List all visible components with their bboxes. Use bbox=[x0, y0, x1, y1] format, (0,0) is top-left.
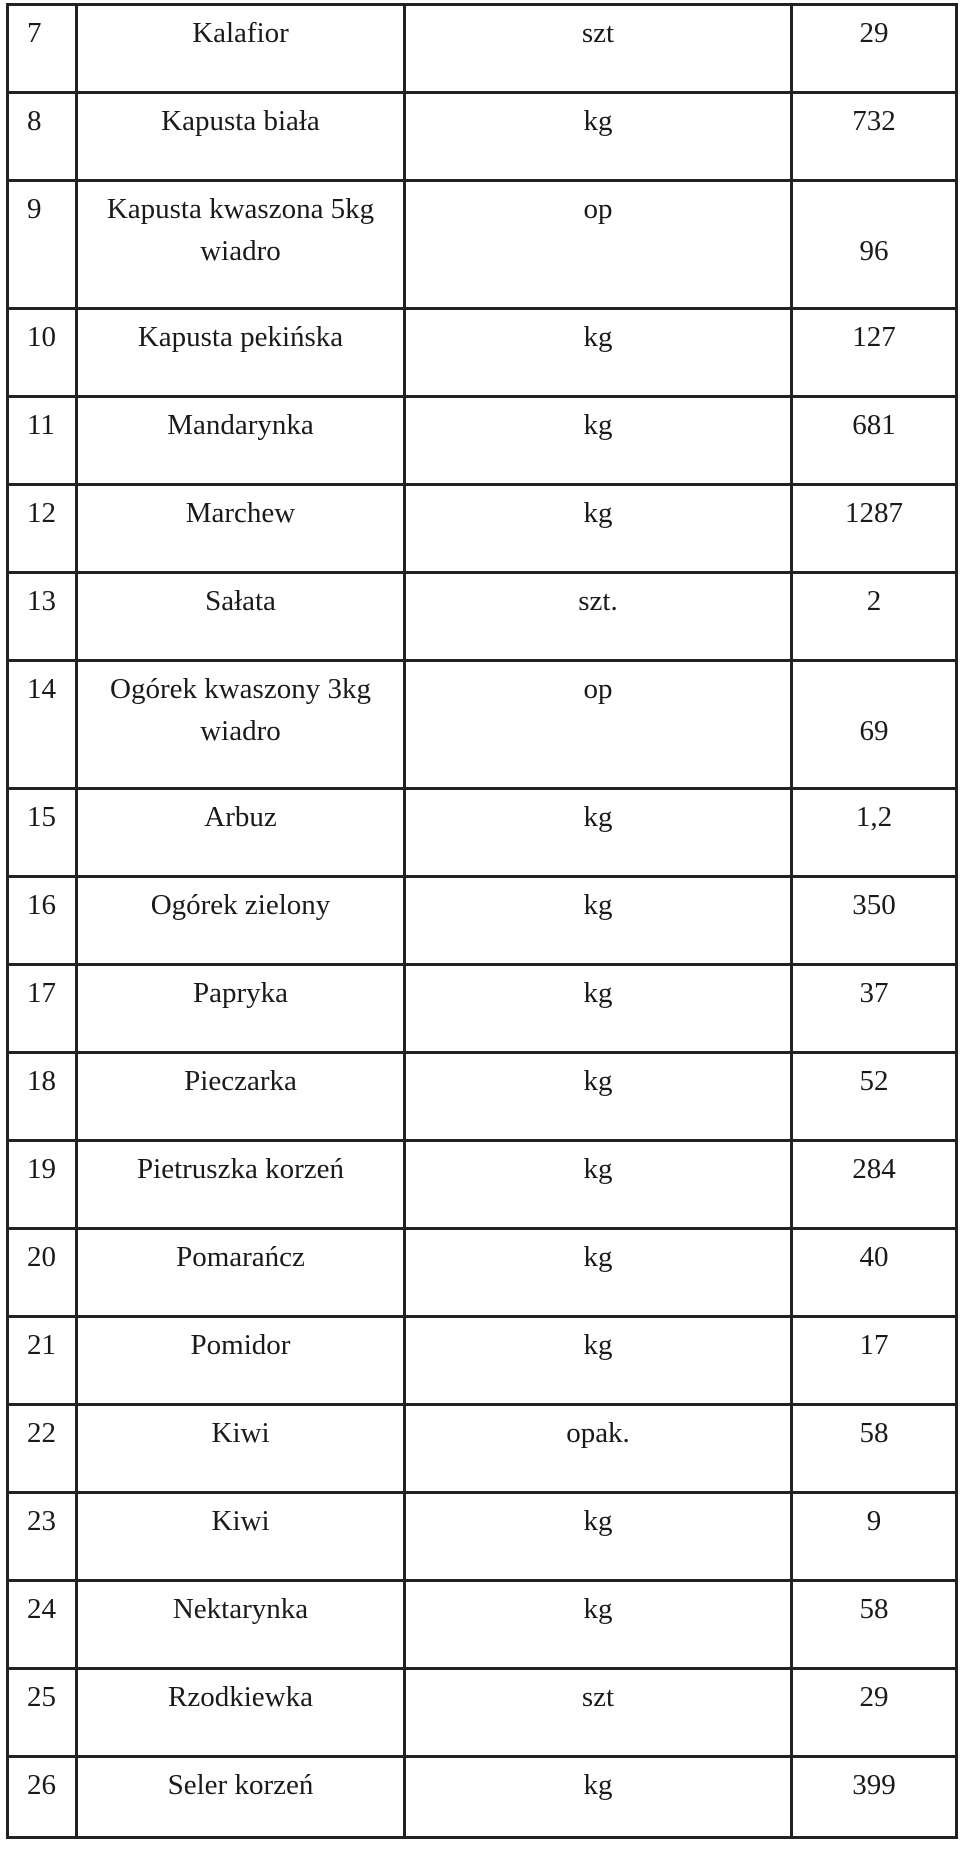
product-name-line: Pomarańcz bbox=[176, 1241, 305, 1273]
product-name-line: Kiwi bbox=[211, 1417, 270, 1449]
quantity-cell: 29 bbox=[792, 5, 957, 93]
product-name-line: Pieczarka bbox=[184, 1065, 297, 1097]
unit-cell: kg bbox=[405, 1493, 792, 1581]
table-row bbox=[8, 1669, 957, 1757]
row-number-cell: 19 bbox=[8, 1141, 77, 1229]
product-name-cell bbox=[77, 1141, 405, 1229]
product-name-line: Rzodkiewka bbox=[168, 1681, 313, 1713]
row-number-cell: 26 bbox=[8, 1757, 77, 1838]
unit-cell: szt bbox=[405, 1669, 792, 1757]
product-name-line: Sałata bbox=[205, 585, 276, 617]
unit-cell: opak. bbox=[405, 1405, 792, 1493]
unit-cell: kg bbox=[405, 789, 792, 877]
quantity-cell: 284 bbox=[792, 1141, 957, 1229]
product-name-line: Marchew bbox=[185, 497, 296, 529]
quantity-cell: 58 bbox=[792, 1405, 957, 1493]
quantity-cell: 127 bbox=[792, 309, 957, 397]
product-name-cell bbox=[77, 661, 405, 789]
quantity-cell: 58 bbox=[792, 1581, 957, 1669]
product-table-body bbox=[8, 5, 957, 1838]
product-name-cell bbox=[77, 93, 405, 181]
table-row bbox=[8, 485, 957, 573]
product-name-line: Pomidor bbox=[190, 1329, 291, 1361]
product-name-line: Arbuz bbox=[204, 801, 277, 833]
row-number-cell: 12 bbox=[8, 485, 77, 573]
row-number-cell: 7 bbox=[8, 5, 77, 93]
table-row bbox=[8, 309, 957, 397]
quantity-cell: 350 bbox=[792, 877, 957, 965]
product-name-cell bbox=[77, 1493, 405, 1581]
product-name-cell bbox=[77, 397, 405, 485]
table-row bbox=[8, 93, 957, 181]
row-number-cell: 10 bbox=[8, 309, 77, 397]
product-name-cell bbox=[77, 573, 405, 661]
row-number-cell: 18 bbox=[8, 1053, 77, 1141]
table-row bbox=[8, 1405, 957, 1493]
unit-cell: kg bbox=[405, 1141, 792, 1229]
product-name-line: Papryka bbox=[192, 977, 289, 1009]
product-name-line: wiadro bbox=[200, 715, 281, 747]
table-row bbox=[8, 573, 957, 661]
product-name-line: Kapusta pekińska bbox=[137, 321, 344, 353]
table-row bbox=[8, 1053, 957, 1141]
table-row bbox=[8, 1581, 957, 1669]
product-name-cell bbox=[77, 181, 405, 309]
product-name-cell bbox=[77, 1405, 405, 1493]
table-row bbox=[8, 1757, 957, 1838]
table-row bbox=[8, 965, 957, 1053]
table-row bbox=[8, 1141, 957, 1229]
unit-cell: kg bbox=[405, 1757, 792, 1838]
unit-cell: kg bbox=[405, 1317, 792, 1405]
unit-cell: kg bbox=[405, 309, 792, 397]
product-name-cell bbox=[77, 1053, 405, 1141]
product-name-cell bbox=[77, 1317, 405, 1405]
table-row bbox=[8, 181, 957, 309]
quantity-cell: 29 bbox=[792, 1669, 957, 1757]
quantity-cell: 1,2 bbox=[792, 789, 957, 877]
product-table bbox=[6, 3, 958, 1839]
row-number-cell: 20 bbox=[8, 1229, 77, 1317]
table-row bbox=[8, 1493, 957, 1581]
product-name-line: Mandarynka bbox=[167, 409, 314, 441]
table-row bbox=[8, 661, 957, 789]
product-name-line: Kapusta biała bbox=[161, 105, 320, 137]
product-name-line: Nektarynka bbox=[172, 1593, 309, 1625]
unit-cell: kg bbox=[405, 1581, 792, 1669]
unit-cell: kg bbox=[405, 965, 792, 1053]
row-number-cell: 23 bbox=[8, 1493, 77, 1581]
row-number-cell: 21 bbox=[8, 1317, 77, 1405]
unit-cell: kg bbox=[405, 1229, 792, 1317]
product-name-line: Pietruszka korzeń bbox=[137, 1153, 344, 1185]
product-name-line: Kapusta kwaszona 5kg bbox=[106, 193, 375, 225]
product-name-cell bbox=[77, 485, 405, 573]
product-name-cell bbox=[77, 877, 405, 965]
product-name-cell bbox=[77, 1229, 405, 1317]
table-row bbox=[8, 877, 957, 965]
product-name-cell bbox=[77, 789, 405, 877]
table-row bbox=[8, 789, 957, 877]
row-number-cell: 8 bbox=[8, 93, 77, 181]
quantity-cell: 69 bbox=[792, 661, 957, 789]
row-number-cell: 17 bbox=[8, 965, 77, 1053]
unit-cell: kg bbox=[405, 877, 792, 965]
product-name-cell bbox=[77, 1757, 405, 1838]
row-number-cell: 13 bbox=[8, 573, 77, 661]
row-number-cell: 25 bbox=[8, 1669, 77, 1757]
product-name-cell bbox=[77, 5, 405, 93]
unit-cell: op bbox=[405, 181, 792, 309]
row-number-cell: 14 bbox=[8, 661, 77, 789]
row-number-cell: 15 bbox=[8, 789, 77, 877]
quantity-cell: 52 bbox=[792, 1053, 957, 1141]
row-number-cell: 24 bbox=[8, 1581, 77, 1669]
quantity-cell: 1287 bbox=[792, 485, 957, 573]
unit-cell: szt. bbox=[405, 573, 792, 661]
product-name-line: wiadro bbox=[200, 235, 281, 267]
table-row bbox=[8, 397, 957, 485]
product-name-line: Ogórek zielony bbox=[150, 889, 331, 921]
row-number-cell: 16 bbox=[8, 877, 77, 965]
row-number-cell: 22 bbox=[8, 1405, 77, 1493]
quantity-cell: 40 bbox=[792, 1229, 957, 1317]
product-name-line: Ogórek kwaszony 3kg bbox=[110, 673, 371, 705]
unit-cell: szt bbox=[405, 5, 792, 93]
row-number-cell: 11 bbox=[8, 397, 77, 485]
row-number-cell: 9 bbox=[8, 181, 77, 309]
product-name-cell bbox=[77, 965, 405, 1053]
product-name-line: Kalafior bbox=[192, 17, 289, 49]
quantity-cell: 399 bbox=[792, 1757, 957, 1838]
quantity-cell: 2 bbox=[792, 573, 957, 661]
product-name-line: Seler korzeń bbox=[167, 1769, 314, 1801]
unit-cell: kg bbox=[405, 397, 792, 485]
table-row bbox=[8, 5, 957, 93]
quantity-cell: 732 bbox=[792, 93, 957, 181]
unit-cell: kg bbox=[405, 1053, 792, 1141]
table-row bbox=[8, 1229, 957, 1317]
quantity-cell: 96 bbox=[792, 181, 957, 309]
product-name-cell bbox=[77, 1669, 405, 1757]
quantity-cell: 37 bbox=[792, 965, 957, 1053]
table-row bbox=[8, 1317, 957, 1405]
product-name-cell bbox=[77, 1581, 405, 1669]
unit-cell: kg bbox=[405, 93, 792, 181]
unit-cell: kg bbox=[405, 485, 792, 573]
quantity-cell: 9 bbox=[792, 1493, 957, 1581]
unit-cell: op bbox=[405, 661, 792, 789]
quantity-cell: 17 bbox=[792, 1317, 957, 1405]
product-name-cell bbox=[77, 309, 405, 397]
product-name-line: Kiwi bbox=[211, 1505, 270, 1537]
quantity-cell: 681 bbox=[792, 397, 957, 485]
